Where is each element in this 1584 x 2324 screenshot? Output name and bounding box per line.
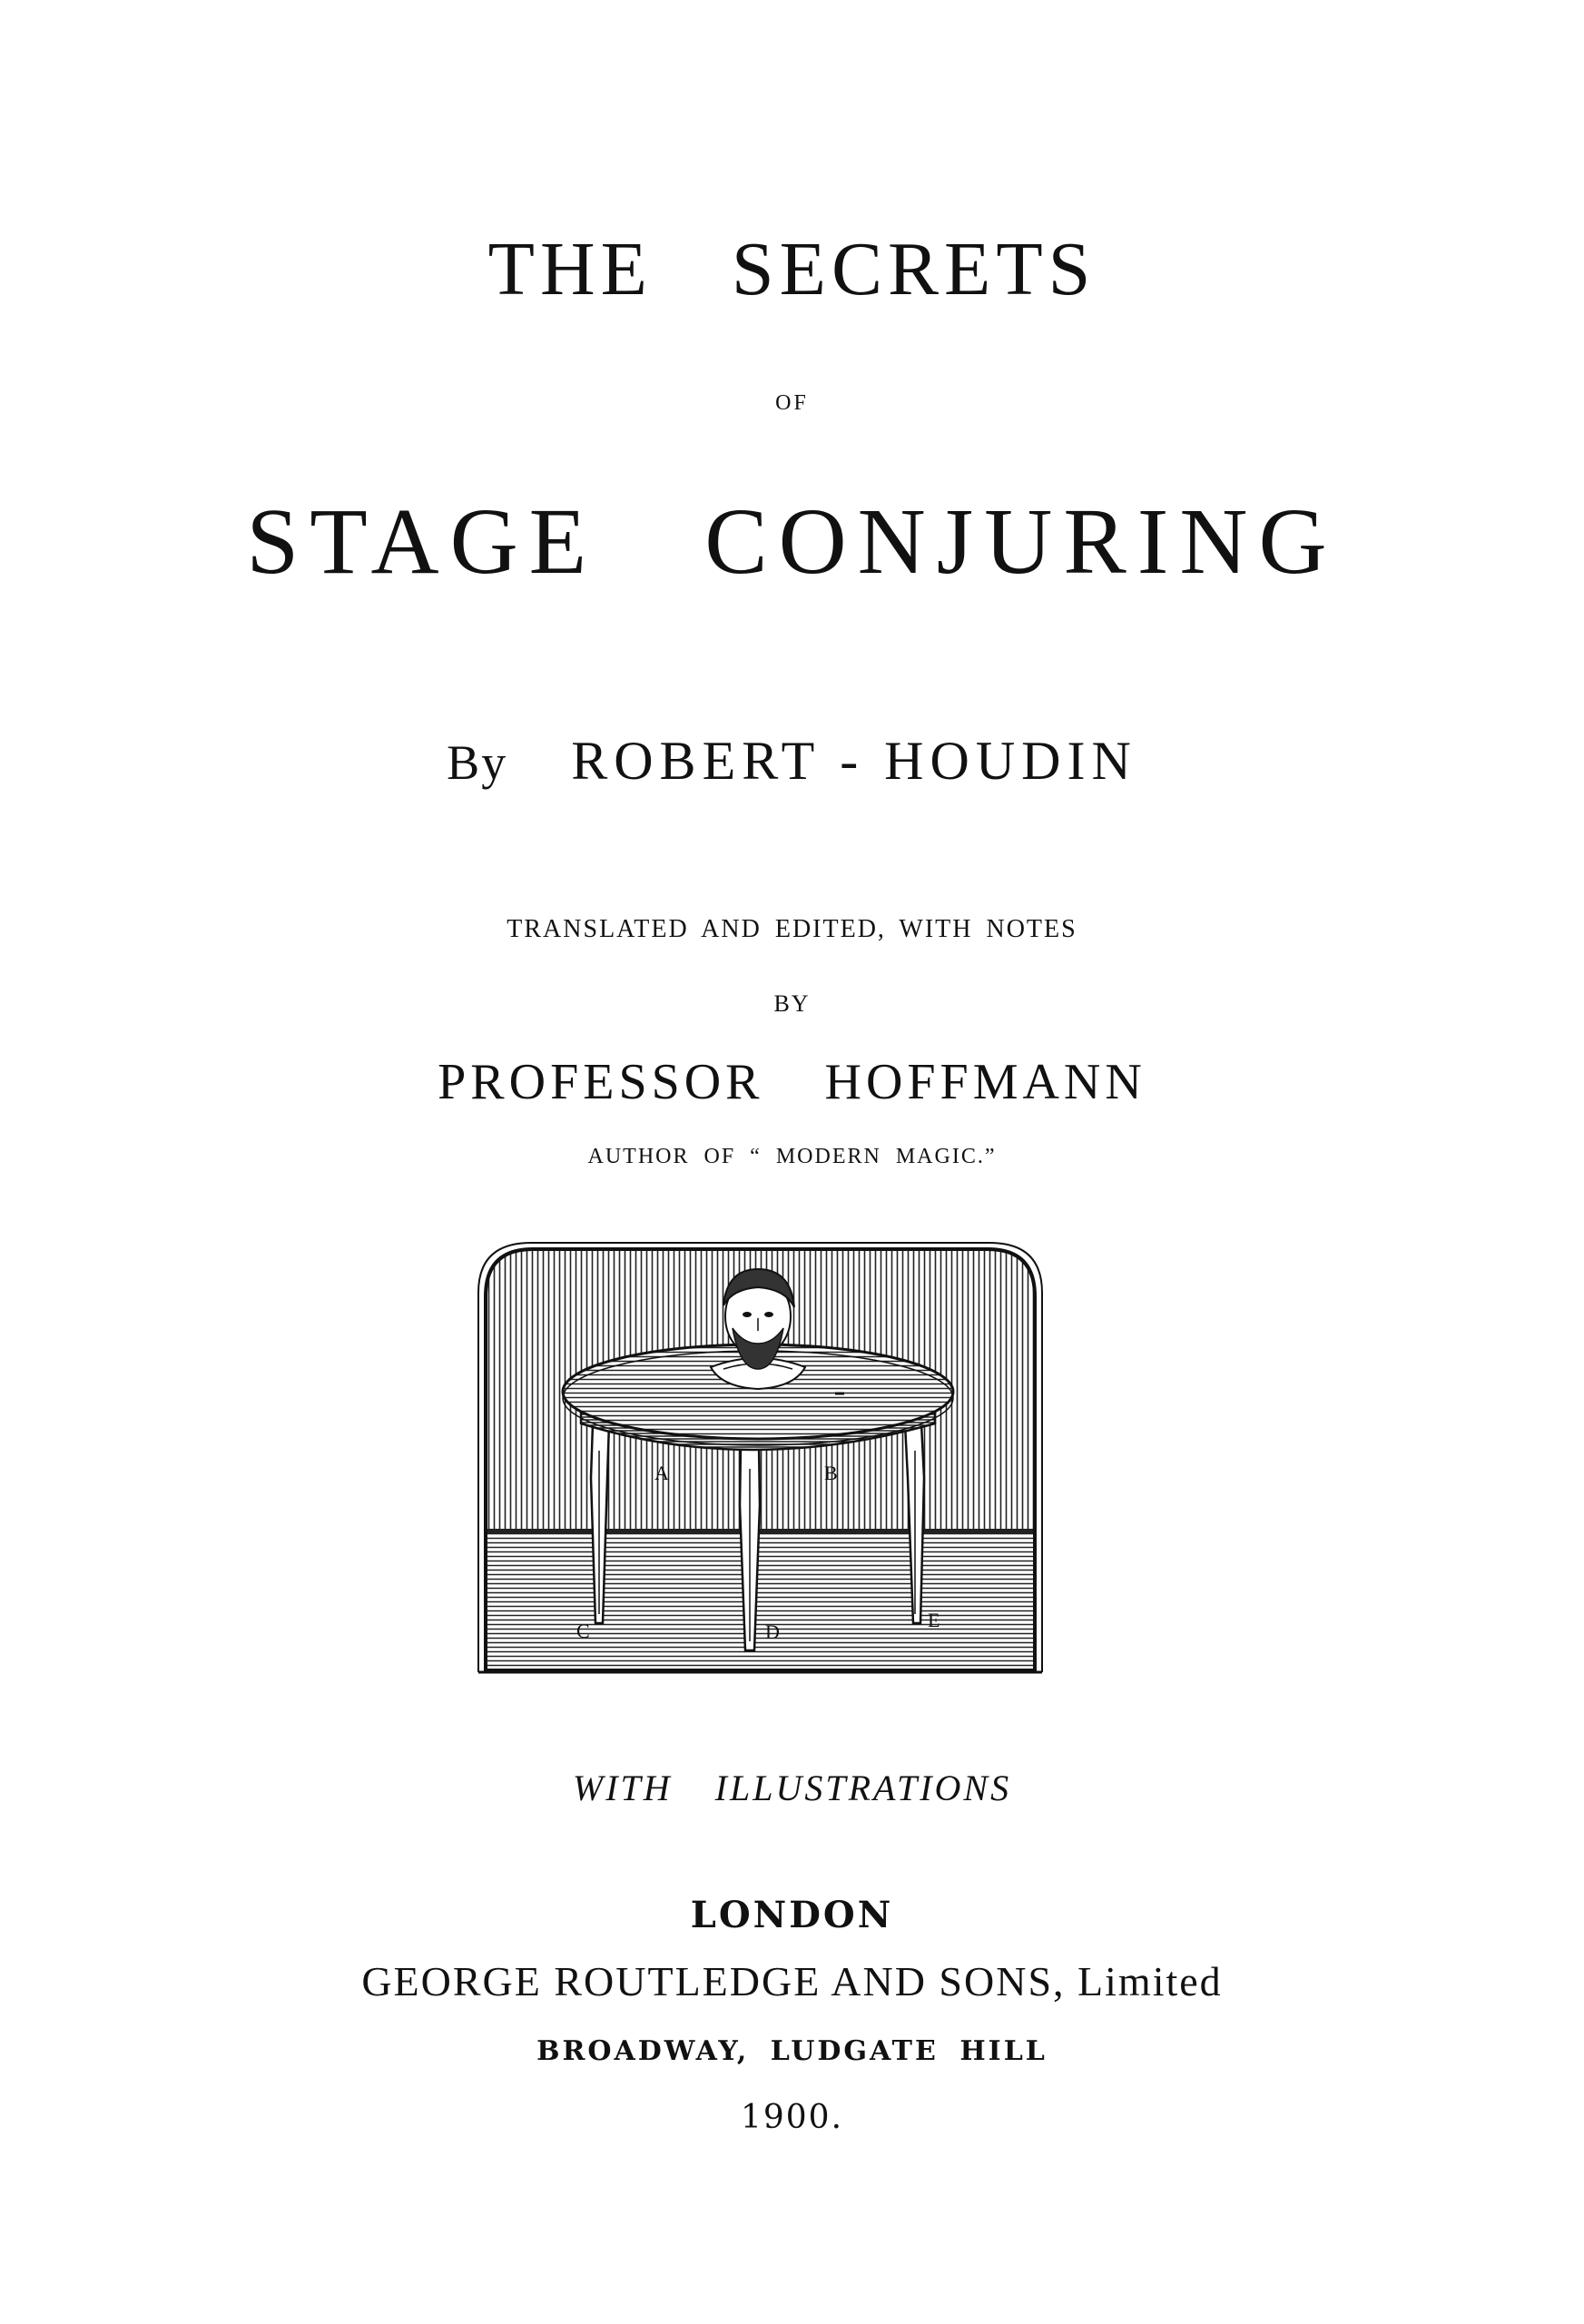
author-name: ROBERT - HOUDIN — [571, 731, 1137, 791]
translation-note: TRANSLATED AND EDITED, WITH NOTES — [507, 915, 1077, 943]
translator-name: PROFESSOR HOFFMANN — [438, 1054, 1146, 1110]
author-byline — [0, 731, 1584, 791]
translator-by: BY — [773, 990, 811, 1017]
title-connector: OF — [775, 391, 809, 415]
label-a: A — [654, 1462, 669, 1484]
translator-credential: AUTHOR OF “ MODERN MAGIC.” — [587, 1145, 997, 1168]
title-line-1: THE SECRETS — [487, 227, 1097, 311]
label-d: D — [765, 1620, 780, 1643]
title-line-2: STAGE CONJURING — [246, 489, 1338, 594]
imprint-address: BROADWAY, LUDGATE HILL — [536, 2035, 1048, 2067]
imprint-city: LONDON — [690, 1894, 894, 1936]
imprint-publisher: GEORGE ROUTLEDGE AND SONS, Limited — [361, 1958, 1223, 2004]
by-word: By — [447, 735, 508, 790]
label-e: E — [928, 1609, 940, 1631]
illustrations-note: WITH ILLUSTRATIONS — [572, 1768, 1012, 1808]
imprint-year: 1900. — [740, 2099, 844, 2136]
label-c: C — [576, 1620, 590, 1642]
frontispiece-engraving — [477, 1242, 1044, 1674]
label-b: B — [824, 1462, 838, 1484]
